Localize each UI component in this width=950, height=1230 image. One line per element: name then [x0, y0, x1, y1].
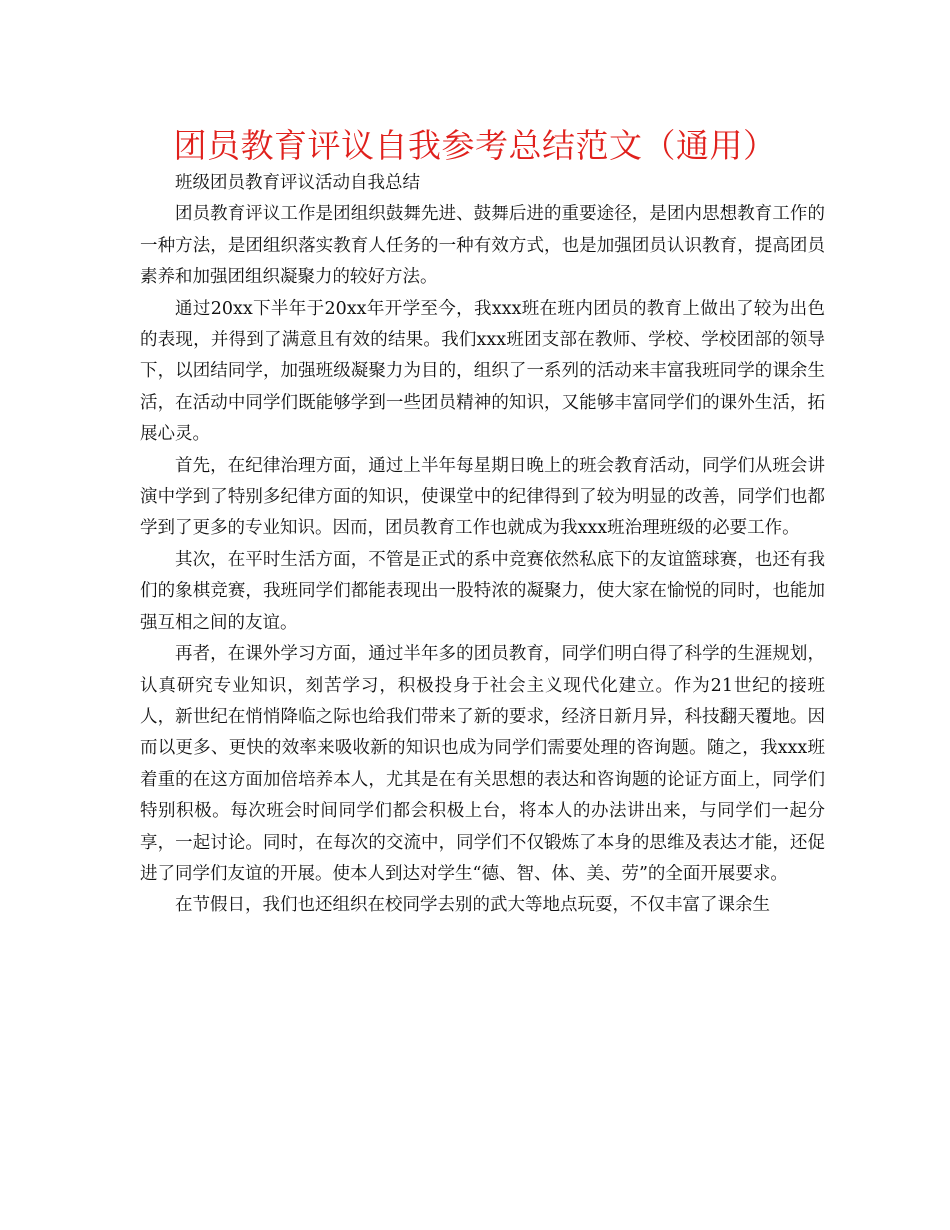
paragraph: 首先，在纪律治理方面，通过上半年每星期日晚上的班会教育活动，同学们从班会讲演中学到了特别多纪律方面的知识，使课堂中的纪律得到了较为明显的改善，同学们也都学到了更多的专业知识。因而，团员教育工作也就成为我xxx班治理班级的必要工作。: [140, 455, 825, 539]
paragraph: 通过20xx下半年于20xx年开学至今，我xxx班在班内团员的教育上做出了较为出色的表现，并得到了满意且有效的结果。我们xxx班团支部在教师、学校、学校团部的领导下，以团结同学，加强班级凝聚力为目的，组织了一系列的活动来丰富我班同学的课余生活，在活动中同学们既能够学到一些团员精神的知识，又能够丰富同学们的课外生活，拓展心灵。: [140, 298, 825, 445]
paragraph: 再者，在课外学习方面，通过半年多的团员教育，同学们明白得了科学的生涯规划，认真研究专业知识，刻苦学习，积极投身于社会主义现代化建立。作为21世纪的接班人，新世纪在悄悄降临之际也给我们带来了新的要求，经济日新月异，科技翻天覆地。因而以更多、更快的效率来吸收新的知识也成为同学们需要处理的咨询题。随之，我xxx班着重的在这方面加倍培养本人，尤其是在有关思想的表达和咨询题的论证方面上，同学们特别积极。每次班会时间同学们都会积极上台，将本人的办法讲出来，与同学们一起分享，一起讨论。同时，在每次的交流中，同学们不仅锻炼了本身的思维及表达才能，还促进了同学们友谊的开展。使本人到达对学生“德、智、体、美、劳”的全面开展要求。: [140, 644, 825, 884]
document-title: 团员教育评议自我参考总结范文（通用）: [173, 126, 777, 165]
document-subtitle: 班级团员教育评议活动自我总结: [175, 173, 420, 193]
paragraph: 其次，在平时生活方面，不管是正式的系中竞赛依然私底下的友谊篮球赛，也还有我们的象棋竞赛，我班同学们都能表现出一股特浓的凝聚力，使大家在愉悦的同时，也能加强互相之间的友谊。: [140, 549, 825, 633]
paragraph: 团员教育评议工作是团组织鼓舞先进、鼓舞后进的重要途径，是团内思想教育工作的一种方法，是团组织落实教育人任务的一种有效方式，也是加强团员认识教育，提高团员素养和加强团组织凝聚力的较好方法。: [140, 204, 825, 288]
document-body: [140, 168, 825, 922]
paragraph: 在节假日，我们也还组织在校同学去别的武大等地点玩耍，不仅丰富了课余生: [175, 895, 770, 916]
